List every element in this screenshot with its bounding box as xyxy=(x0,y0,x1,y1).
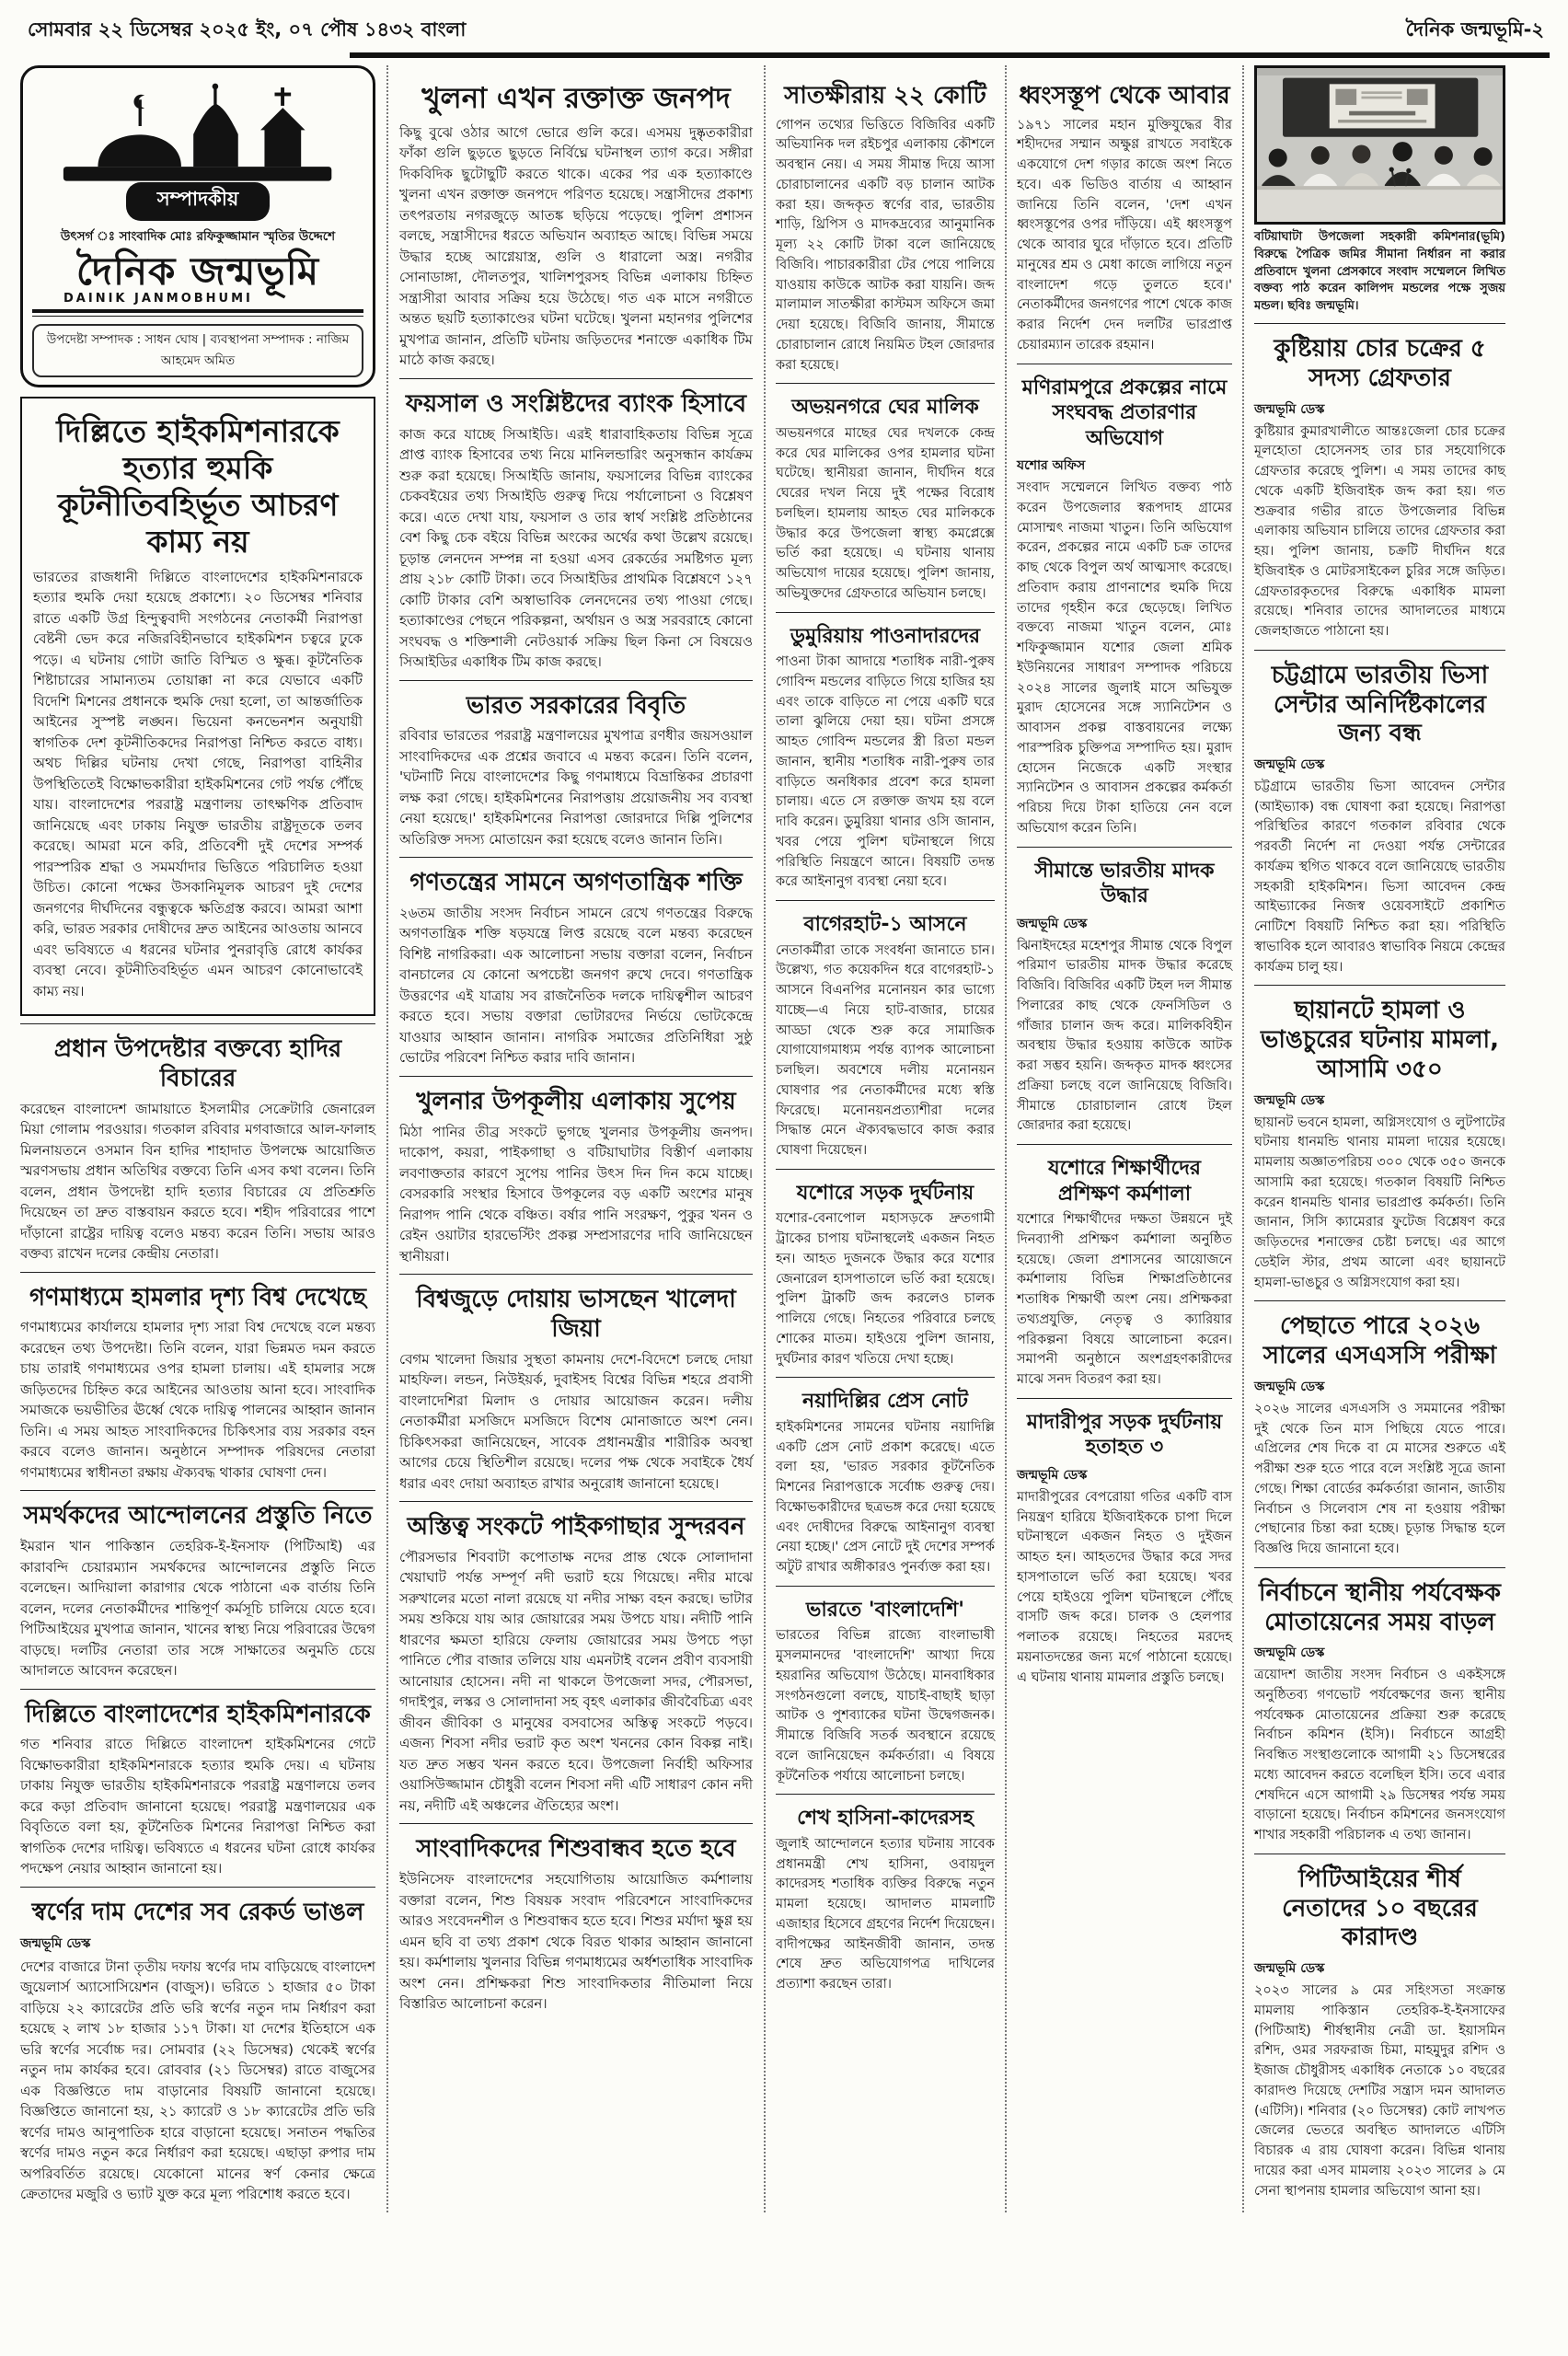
article xyxy=(776,71,995,375)
article-headline: প্রধান উপদেষ্টার বক্তব্যে হাদির বিচারের xyxy=(53,1035,342,1092)
article-byline: জন্মভূমি ডেস্ক xyxy=(1254,756,1325,772)
article xyxy=(776,1586,995,1787)
article xyxy=(1254,985,1505,1293)
article-headline: যশোরে শিক্ষার্থীদের প্রশিক্ষণ কর্মশালা xyxy=(1047,1157,1202,1206)
article xyxy=(776,612,995,894)
article xyxy=(776,900,995,1161)
article-byline: জন্মভূমি ডেস্ক xyxy=(1254,401,1325,417)
article-headline: মণিরামপুরে প্রকল্পের নামে সংঘবদ্ধ প্রতারণার অভিযোগ xyxy=(1021,375,1228,450)
column-middle xyxy=(386,65,764,2212)
article-headline: ফয়সাল ও সংশ্লিষ্টদের ব্যাংক হিসাবে xyxy=(405,389,747,418)
article-body: নেতাকর্মীরা তাকে সংবর্ধনা জানাতে চান। উল্লেখ্য, গত কয়েকদিন ধরে বাগেরহাট-১ আসনে বিএনপির মনোনয়ন কার ভাগ্যে যাচ্ছে—এ নিয়ে হাট-বাজার, চায়ের আড্ডা থেকে শুরু করে সামাজিক যোগাযোগমাধ্যম পর্যন্ত ব্যাপক আলোচনা চলছিল। অবশেষে দলীয় মনোনয়ন ঘোষণার পর নেতাকর্মীদের মধ্যে স্বস্তি ফিরেছে। মনোনয়নপ্রত্যাশীরা দলের সিদ্ধান্ত মেনে ঐক্যবদ্ধভাবে কাজ করার ঘোষণা দিয়েছেন। xyxy=(776,942,995,1159)
article-body: ২০২৩ সালের ৯ মের সহিংসতা সংক্রান্ত মামলায় পাকিস্তান তেহরিক-ই-ইনসাফের (পিটিআই) শীর্ষস্থানীয় নেত্রী ডা. ইয়াসমিন রশিদ, ওমর সরফরাজ চিমা, মাহমুদুর রশিদ ও ইজাজ চৌধুরীসহ একাধিক নেতাকে ১০ বছরের কারাদণ্ড দিয়েছে দেশটির সন্ত্রাস দমন আদালত (এটিসি)। শনিবার (২০ ডিসেম্বর) কোট লাখপত জেলের ভেতরে অবস্থিত আদালতে এটিসি বিচারক এ রায় ঘোষণা করেন। বিভিন্ন থানায় দায়ের করা এসব মামলায় ২০২৩ সালের ৯ মে সেনা স্থাপনায় হামলার অভিযোগ আনা হয়। xyxy=(1254,1983,1505,2199)
article xyxy=(1017,1398,1232,1689)
article-body: পৌরসভার শিববাটা কপোতাক্ষ নদের প্রান্ত থেকে সোলাদানা খেয়াঘাট পর্যন্ত সম্পূর্ণ নদী ভরাট হয়ে গিয়েছে। নদীর মাঝে সরুখালের মতো নালা রয়েছে যা নদীর সাক্ষ্য বহন করছে। ভাটার সময় শুকিয়ে যায় আর জোয়ারের সময় উপচে যায়। নদীটি পানি ধারণের ক্ষমতা হারিয়ে ফেলায় জোয়ারের সময় উপচে পড়া পানিতে পৌর বাজার তলিয়ে যায় এমনটাই বলেন প্রবীণ ব্যবসায়ী আনোয়ার হোসেন। নদী না থাকলে উপজেলা সদর, পৌরসভা, গদাইপুর, লস্কর ও সোলাদানা সহ বৃহৎ এলাকার জীববৈচিত্র্য এবং জীবন জীবিকা ও মানুষের বসবাসের অস্তিত্ব সংকটে পড়বে। এজন্য শিবসা নদীর ভরাট কৃত অংশ খননের কোন বিকল্প নাই। যত দ্রুত সম্ভব খনন করতে হবে। উপজেলা নির্বাহী অফিসার ওয়াসিউজ্জামান চৌধুরী বলেন শিবসা নদী এটি সাধারণ কোন নদী নয়, নদীটি এই অঞ্চলের ঐতিহ্যের অংশ। xyxy=(399,1548,753,1814)
article xyxy=(1254,1854,1505,2201)
article-headline: কুষ্টিয়ায় চোর চক্রের ৫ সদস্য গ্রেফতার xyxy=(1274,335,1486,392)
article-body: গণমাধ্যমের কার্যালয়ে হামলার দৃশ্য সারা বিশ্ব দেখেছে বলে মন্তব্য করেছেন তথ্য উপদেষ্টা। তিনি বলেন, যারা ভিন্নমত দমন করতে চায় তারাই গণমাধ্যমের ওপর হামলা চালায়। এই হামলার সঙ্গে জড়িতদের চিহ্নিত করে আইনের আওতায় আনা হবে। সাংবাদিক সমাজকে ভয়ভীতির ঊর্ধ্বে থেকে দায়িত্ব পালনের আহ্বান জানান তিনি। এ সময় আহত সাংবাদিকদের চিকিৎসার ব্যয় সরকার বহন করবে বলেও জানান। অনুষ্ঠানে সম্পাদক পরিষদের নেতারা গণমাধ্যমের স্বাধীনতা রক্ষায় ঐক্যবদ্ধ থাকার ঘোষণা দেন। xyxy=(20,1319,375,1481)
article-byline: জন্মভূমি ডেস্ক xyxy=(1254,1961,1325,1977)
article xyxy=(399,1076,753,1266)
article xyxy=(1017,71,1232,356)
masthead-divider xyxy=(32,309,363,317)
article-headline: গণতন্ত্রের সামনে অগণতান্ত্রিক শক্তি xyxy=(409,869,743,897)
page-header xyxy=(18,13,1550,52)
article-headline: শেখ হাসিনা-কাদেরসহ xyxy=(797,1807,974,1831)
date-line: সোমবার ২২ ডিসেম্বর ২০২৫ ইং, ০৭ পৌষ ১৪৩২ বাংলা xyxy=(28,18,467,40)
mosque-temple-church-skyline-icon xyxy=(45,77,350,191)
article-body: বেগম খালেদা জিয়ার সুস্থতা কামনায় দেশে-বিদেশে চলছে দোয়া মাহফিল। লন্ডন, নিউইয়র্ক, দুবাইসহ বিশ্বের বিভিন্ন শহরে প্রবাসী বাংলাদেশিরা মিলাদ ও দোয়ার আয়োজন করেন। দলীয় নেতাকর্মীরা মসজিদে মসজিদে বিশেষ মোনাজাতে অংশ নেন। চিকিৎসকরা জানিয়েছেন, সাবেক প্রধানমন্ত্রীর শারীরিক অবস্থা আগের চেয়ে স্থিতিশীল রয়েছে। দলের পক্ষ থেকে সবাইকে ধৈর্য ধরার এবং দোয়া অব্যাহত রাখার অনুরোধ জানানো হয়েছে। xyxy=(399,1350,753,1492)
article-headline: চট্টগ্রামে ভারতীয় ভিসা সেন্টার অনির্দিষ্টকালের জন্য বন্ধ xyxy=(1271,661,1489,748)
article-headline: ডুমুরিয়ায় পাওনাদারদের xyxy=(790,624,981,648)
article-body: ২০২৬ সালের এসএসসি ও সমমানের পরীক্ষা দুই থেকে তিন মাস পিছিয়ে যেতে পারে। এপ্রিলের শেষ দিকে বা মে মাসের শুরুতে এই পরীক্ষা শুরু হতে পারে বলে সংশ্লিষ্ট সূত্রে জানা গেছে। শিক্ষা বোর্ডের কর্মকর্তারা জানান, জাতীয় নির্বাচন ও সিলেবাস শেষ না হওয়ায় পরীক্ষা পেছানোর চিন্তা করা হচ্ছে। চূড়ান্ত সিদ্ধান্ত হলে বিজ্ঞপ্তি দিয়ে জানানো হবে। xyxy=(1254,1401,1505,1557)
article-body: যশোর-বেনাপোল মহাসড়কে দ্রুতগামী ট্রাকের চাপায় ঘটনাস্থলেই একজন নিহত হন। আহত দুজনকে উদ্ধার করে যশোর জেনারেল হাসপাতালে ভর্তি করা হয়েছে। পুলিশ ট্রাকটি জব্দ করলেও চালক পালিয়ে গেছে। নিহতের পরিবারে চলছে শোকের মাতম। হাইওয়ে পুলিশ জানায়, দুর্ঘটনার কারণ খতিয়ে দেখা হচ্ছে। xyxy=(776,1211,995,1367)
article-body: ঝিনাইদহের মহেশপুর সীমান্ত থেকে বিপুল পরিমাণ ভারতীয় মাদক উদ্ধার করেছে বিজিবি। বিজিবির একটি টহল দল সীমান্ত পিলারের কাছ থেকে ফেনসিডিল ও গাঁজার চালান জব্দ করে। মালিকবিহীন অবস্থায় উদ্ধার হওয়ায় কাউকে আটক করা সম্ভব হয়নি। জব্দকৃত মাদক ধ্বংসের প্রক্রিয়া চলছে বলে জানিয়েছে বিজিবি। সীমান্তে চোরাচালান রোধে টহল জোরদার করা হয়েছে। xyxy=(1017,938,1232,1134)
editors-line: উপদেষ্টা সম্পাদক : সাধন ঘোষ | ব্যবস্থাপনা সম্পাদক : নাজিম আহমেদ অমিত xyxy=(32,324,363,377)
article xyxy=(399,1274,753,1494)
article-headline: গণমাধ্যমে হামলার দৃশ্য বিশ্ব দেখেছে xyxy=(29,1283,367,1311)
article-body: মিঠা পানির তীব্র সংকটে ভুগছে খুলনার উপকূলীয় জনপদ। দাকোপ, কয়রা, পাইকগাছা ও বটিয়াঘাটার বিস্তীর্ণ এলাকায় লবণাক্ততার কারণে সুপেয় পানির উৎস দিন দিন কমে যাচ্ছে। বেসরকারি সংস্থার হিসাবে উপকূলের বড় একটি অংশের মানুষ নিরাপদ পানি থেকে বঞ্চিত। বর্ষার পানি সংরক্ষণ, পুকুর খনন ও রেইন ওয়াটার হারভেস্টিং প্রকল্প সম্প্রসারণের দাবি জানিয়েছেন স্থানীয়রা। xyxy=(399,1123,753,1265)
article-headline: সীমান্তে ভারতীয় মাদক উদ্ধার xyxy=(1034,859,1215,908)
article-headline: সাতক্ষীরায় ২২ কোটি xyxy=(784,82,986,110)
article xyxy=(776,1794,995,1995)
article xyxy=(1254,323,1505,642)
article-body: রবিবার ভারতের পররাষ্ট্র মন্ত্রণালয়ের মুখপাত্র রণধীর জয়সওয়াল সাংবাদিকদের এক প্রশ্নের জবাবে এ মন্তব্য করেন। তিনি বলেন, 'ঘটনাটি নিয়ে বাংলাদেশের কিছু গণমাধ্যমে বিভ্রান্তিকর প্রচারণা লক্ষ করা গেছে। হাইকমিশনের নিরাপত্তায় প্রয়োজনীয় সব ব্যবস্থা নেয়া হয়েছে।' হাইকমিশনের নিরাপত্তা জোরদারে দিল্লি পুলিশের অতিরিক্ত সদস্য মোতায়েন করা হয়েছে বলেও জানান তিনি। xyxy=(399,727,753,848)
article xyxy=(20,1490,375,1680)
article-byline: যশোর অফিস xyxy=(1017,458,1086,474)
dedication-line: উৎসর্গ ঃ সাংবাদিক মোঃ রফিকুজ্জামান স্মৃতির উদ্দেশে xyxy=(60,228,336,244)
article-headline: ছায়ানটে হামলা ও ভাঙচুরের ঘটনায় মামলা, আসামি ৩৫০ xyxy=(1261,997,1499,1083)
column-left xyxy=(18,65,386,2212)
header-rule xyxy=(350,52,1550,58)
article-byline: জন্মভূমি ডেস্ক xyxy=(1254,1092,1325,1108)
article xyxy=(1017,1144,1232,1391)
article xyxy=(399,1501,753,1816)
article xyxy=(1017,847,1232,1138)
article-body: কাজ করে যাচ্ছে সিআইডি। এরই ধারাবাহিকতায় বিভিন্ন সূত্রে প্রাপ্ত ব্যাংক হিসাবের তথ্য নিয়ে মানিলন্ডারিং অনুসন্ধান কার্যক্রম শুরু করা হয়েছে। সিআইডি জানায়, ফয়সালের বিভিন্ন ব্যাংকের চেকবইয়ের তথ্য সিআইডি গুরুত্ব দিয়ে পর্যালোচনা ও বিশ্লেষণ করে। এতে দেখা যায়, ফয়সাল ও তার স্বার্থ সংশ্লিষ্ট প্রতিষ্ঠানের বেশ কিছু চেক বইয়ে বিভিন্ন অংকের অর্থের কথা উল্লেখ রয়েছে। চূড়ান্ত লেনদেন সম্পন্ন না হওয়া এসব রেকর্ডের সমষ্টিগত মূল্য প্রায় ২১৮ কোটি টাকা। তবে সিআইডির প্রাথমিক বিশ্লেষণে ১২৭ কোটি টাকার বেশি অস্বাভাবিক লেনদেনের তথ্য পাওয়া গেছে। হত্যাকাণ্ডের পেছনে পরিকল্পনা, অর্থায়ন ও অস্ত্র সরবরাহে কোনো সংঘবদ্ধ ও শক্তিশালী নেটওয়ার্ক সক্রিয় ছিল কিনা সে বিষয়েও সিআইডির একাধিক টিম কাজ করছে। xyxy=(399,425,753,671)
editorial-body: ভারতের রাজধানী দিল্লিতে বাংলাদেশের হাইকমিশনারকে হত্যার হুমকি দেয়া হয়েছে প্রকাশ্যে। ২০ ডিসেম্বর শনিবার রাতে একটি উগ্র হিন্দুত্ববাদী সংগঠনের নেতাকর্মী নিরাপত্তা বেষ্টনী ভেদ করে নজিরবিহীনভাবে হাইকমিশন চত্বরে ঢুকে পড়ে। এ ঘটনায় গোটা জাতি বিস্মিত ও ক্ষুব্ধ। কূটনৈতিক শিষ্টাচারের সামান্যতম তোয়াক্কা না করে যেভাবে একটি বিদেশি মিশনের প্রধানকে হুমকি দেয়া হলো, তা আন্তর্জাতিক আইনের সুস্পষ্ট লঙ্ঘন। ভিয়েনা কনভেনশন অনুযায়ী স্বাগতিক দেশ কূটনীতিকদের নিরাপত্তা নিশ্চিত করতে বাধ্য। অথচ দিল্লির ঘটনায় দেখা গেছে, নিরাপত্তা বাহিনীর উপস্থিতিতেই বিক্ষোভকারীরা হাইকমিশনের গেট পর্যন্ত পৌঁছে যায়। বাংলাদেশের পররাষ্ট্র মন্ত্রণালয় তাৎক্ষণিক প্রতিবাদ জানিয়েছে এবং ঢাকায় নিযুক্ত ভারতীয় রাষ্ট্রদূতকে তলব করেছে। আমরা মনে করি, প্রতিবেশী দুই দেশের সম্পর্ক পারস্পরিক শ্রদ্ধা ও সমমর্যাদার ভিত্তিতে পরিচালিত হওয়া উচিত। কোনো পক্ষের উসকানিমূলক আচরণ দুই দেশের জনগণের দীর্ঘদিনের বন্ধুত্বকে ক্ষতিগ্রস্ত করবে। আমরা আশা করি, ভারত সরকার দোষীদের দ্রুত আইনের আওতায় আনবে এবং ভবিষ্যতে এ ধরনের ঘটনার পুনরাবৃত্তি রোধে কার্যকর ব্যবস্থা নেবে। কূটনীতিবহির্ভূত এমন আচরণ কোনোভাবেই কাম্য নয়। xyxy=(33,568,363,999)
article xyxy=(20,1272,375,1484)
newspaper-logo-english: DAINIK JANMOBHUMI xyxy=(63,291,253,306)
press-conference-photo xyxy=(1254,65,1505,225)
article-headline: অস্তিত্ব সংকটে পাইকগাছার সুন্দরবন xyxy=(407,1513,745,1542)
article-headline: স্বর্ণের দাম দেশের সব রেকর্ড ভাঙল xyxy=(31,1898,364,1926)
article-body: যশোরে শিক্ষার্থীদের দক্ষতা উন্নয়নে দুই দিনব্যাপী প্রশিক্ষণ কর্মশালা অনুষ্ঠিত হয়েছে। জেলা প্রশাসনের আয়োজনে কর্মশালায় বিভিন্ন শিক্ষাপ্রতিষ্ঠানের শতাধিক শিক্ষার্থী অংশ নেয়। প্রশিক্ষকরা তথ্যপ্রযুক্তি, নেতৃত্ব ও ক্যারিয়ার পরিকল্পনা বিষয়ে আলোচনা করেন। সমাপনী অনুষ্ঠানে অংশগ্রহণকারীদের মাঝে সনদ বিতরণ করা হয়। xyxy=(1017,1212,1232,1388)
newspaper-logo: দৈনিক জন্মভূমি xyxy=(75,248,320,294)
article-body: ভারতের বিভিন্ন রাজ্যে বাংলাভাষী মুসলমানদের 'বাংলাদেশি' আখ্যা দিয়ে হয়রানির অভিযোগ উঠেছে। মানবাধিকার সংগঠনগুলো বলছে, যাচাই-বাছাই ছাড়া আটক ও পুশব্যাকের ঘটনা উদ্বেগজনক। সীমান্তে বিজিবি সতর্ক অবস্থানে রয়েছে বলে জানিয়েছেন কর্মকর্তারা। এ বিষয়ে কূটনৈতিক পর্যায়ে আলোচনা চলছে। xyxy=(776,1628,995,1784)
column-5 xyxy=(1005,65,1242,2212)
article xyxy=(776,1377,995,1578)
article-body: ২৬তম জাতীয় সংসদ নির্বাচন সামনে রেখে গণতন্ত্রের বিরুদ্ধে অগণতান্ত্রিক শক্তি ষড়যন্ত্রে লিপ্ত রয়েছে বলে মন্তব্য করেছেন বিশিষ্ট নাগরিকরা। এক আলোচনা সভায় বক্তারা বলেন, নির্বাচন বানচালের যে কোনো অপচেষ্টা জনগণ রুখে দেবে। গণতান্ত্রিক উত্তরণের এই যাত্রায় সব রাজনৈতিক দলকে দায়িত্বশীল আচরণ করতে হবে। সভায় বক্তারা ভোটারদের নির্ভয়ে ভোটকেন্দ্রে যাওয়ার আহ্বান জানান। নাগরিক সমাজের প্রতিনিধিরা সুষ্ঠু ভোটের পরিবেশ নিশ্চিত করার দাবি জানান। xyxy=(399,904,753,1067)
article-headline: অভয়নগরে ঘের মালিক xyxy=(791,396,979,420)
article-body: ইউনিসেফ বাংলাদেশের সহযোগিতায় আয়োজিত কর্মশালায় বক্তারা বলেন, শিশু বিষয়ক সংবাদ পরিবেশনে সাংবাদিকদের আরও সংবেদনশীল ও শিশুবান্ধব হতে হবে। শিশুর মর্যাদা ক্ষুণ্ণ হয় এমন ছবি বা তথ্য প্রকাশ থেকে বিরত থাকার আহ্বান জানানো হয়। কর্মশালায় খুলনার বিভিন্ন গণমাধ্যমের অর্ধশতাধিক সাংবাদিক অংশ নেন। প্রশিক্ষকরা শিশু সাংবাদিকতার নীতিমালা নিয়ে বিস্তারিত আলোচনা করেন। xyxy=(399,1871,753,2013)
lead-article xyxy=(399,71,753,371)
article xyxy=(1254,650,1505,978)
article-byline: জন্মভূমি ডেস্ক xyxy=(20,1935,91,1951)
column-right xyxy=(1242,65,1507,2212)
page-columns xyxy=(18,65,1550,2212)
lead-body: কিছু বুঝে ওঠার আগে ভোরে গুলি করে। এসময় দুষ্কৃতকারীরা ফাঁকা গুলি ছুড়তে ছুড়তে নির্বিঘ্নে ঘটনাস্থল ত্যাগ করে। সঙ্গীরা দিকবিদিক ছুটোছুটি করতে থাকে। একের পর এক হত্যাকাণ্ডে খুলনা এখন রক্তাক্ত জনপদে পরিণত হয়েছে। সন্ত্রাসীদের প্রকাশ্য তৎপরতায় নগরজুড়ে আতঙ্ক ছড়িয়ে পড়েছে। পুলিশ প্রশাসন বলছে, সন্ত্রাসীদের ধরতে অভিযান অব্যাহত আছে। বিভিন্ন সময়ে উদ্ধার হচ্ছে আগ্নেয়াস্ত্র, গুলি ও ধারালো অস্ত্র। নগরীর সোনাডাঙ্গা, দৌলতপুর, খালিশপুরসহ বিভিন্ন এলাকায় চিহ্নিত সন্ত্রাসীরা আবার সক্রিয় হয়ে উঠেছে। গত এক মাসে নগরীতে অন্তত ছয়টি হত্যাকাণ্ডের ঘটনা ঘটেছে। খুলনা মহানগর পুলিশের মুখপাত্র জানান, প্রতিটি ঘটনায় জড়িতদের শনাক্তে একাধিক টিম মাঠে কাজ করছে। xyxy=(399,123,753,369)
article-body: করেছেন বাংলাদেশ জামায়াতে ইসলামীর সেক্রেটারি জেনারেল মিয়া গোলাম পরওয়ার। গতকাল রবিবার মগবাজারে আল-ফালাহ মিলনায়তনে ওসমান বিন হাদির শাহাদাত উপলক্ষে আয়োজিত স্মরণসভায় প্রধান অতিথির বক্তব্যে তিনি এসব কথা বলেন। তিনি বলেন, প্রধান উপদেষ্টা হাদি হত্যার বিচারের যে প্রতিশ্রুতি দিয়েছেন তা দ্রুত বাস্তবায়ন করতে হবে। শহীদ পরিবারের পাশে দাঁড়ানো রাষ্ট্রের দায়িত্ব বলেও মন্তব্য করেন তিনি। সভায় আরও বক্তব্য রাখেন দলের কেন্দ্রীয় নেতারা। xyxy=(20,1100,375,1263)
article-body: জুলাই আন্দোলনে হত্যার ঘটনায় সাবেক প্রধানমন্ত্রী শেখ হাসিনা, ওবায়দুল কাদেরসহ শতাধিক ব্যক্তির বিরুদ্ধে নতুন মামলা হয়েছে। আদালত মামলাটি এজাহার হিসেবে গ্রহণের নির্দেশ দিয়েছেন। বাদীপক্ষের আইনজীবী জানান, তদন্ত শেষে দ্রুত অভিযোগপত্র দাখিলের প্রত্যাশা করছেন তারা। xyxy=(776,1836,995,1992)
article-headline: নির্বাচনে স্থানীয় পর্যবেক্ষক মোতায়েনের সময় বাড়ল xyxy=(1259,1578,1501,1636)
article-headline: সাংবাদিকদের শিশুবান্ধব হতে হবে xyxy=(416,1835,736,1864)
article-headline: ভারতে 'বাংলাদেশি' xyxy=(806,1598,964,1622)
article-body: ছায়ানট ভবনে হামলা, অগ্নিসংযোগ ও লুটপাটের ঘটনায় ধানমন্ডি থানায় মামলা দায়ের হয়েছে। মামলায় অজ্ঞাতপরিচয় ৩০০ থেকে ৩৫০ জনকে আসামি করা হয়েছে। গতকাল বিষয়টি নিশ্চিত করেন ধানমন্ডি থানার ভারপ্রাপ্ত কর্মকর্তা। তিনি জানান, সিসি ক্যামেরার ফুটেজ বিশ্লেষণ করে জড়িতদের শনাক্তের চেষ্টা চলছে। এর আগে ডেইলি স্টার, প্রথম আলো এবং ছায়ানটে হামলা-ভাঙচুর ও অগ্নিসংযোগ করা হয়। xyxy=(1254,1114,1505,1290)
article xyxy=(776,1169,995,1370)
article-body: গোপন তথ্যের ভিত্তিতে বিজিবির একটি অভিযানিক দল রইচপুর এলাকায় কৌশলে অবস্থান নেয়। এ সময় সীমান্ত দিয়ে আসা চোরাচালানের একটি বড় চালান আটক করা হয়। জব্দকৃত স্বর্ণের বার, ভারতীয় শাড়ি, থ্রিপিস ও মাদকদ্রব্যের আনুমানিক মূল্য ২২ কোটি টাকা বলে জানিয়েছে বিজিবি। পাচারকারীরা টের পেয়ে পালিয়ে যাওয়ায় কাউকে আটক করা যায়নি। জব্দ মালামাল সাতক্ষীরা কাস্টমস অফিসে জমা দেয়া হয়েছে। বিজিবি জানায়, সীমান্তে চোরাচালান রোধে নিয়মিত টহল জোরদার করা হয়েছে। xyxy=(776,117,995,373)
article-body: হাইকমিশনের সামনের ঘটনায় নয়াদিল্লি একটি প্রেস নোট প্রকাশ করেছে। এতে বলা হয়, 'ভারত সরকার কূটনৈতিক মিশনের নিরাপত্তাকে সর্বোচ্চ গুরুত্ব দেয়। বিক্ষোভকারীদের ছত্রভঙ্গ করে দেয়া হয়েছে এবং দোষীদের বিরুদ্ধে আইনানুগ ব্যবস্থা নেয়া হচ্ছে।' প্রেস নোটে দুই দেশের সম্পর্ক অটুট রাখার অঙ্গীকারও পুনর্ব্যক্ত করা হয়। xyxy=(776,1419,995,1576)
article xyxy=(20,1689,375,1879)
article xyxy=(399,680,753,850)
article-headline: সমর্থকদের আন্দোলনের প্রস্তুতি নিতে xyxy=(23,1502,373,1530)
article-headline: যশোরে সড়ক দুর্ঘটনায় xyxy=(796,1181,974,1205)
photo-caption: বটিয়াঘাটা উপজেলা সহকারী কমিশনার(ভূমি) বিরুদ্ধে পৈত্রিক জমির সীমানা নির্ধারন না করার প্রতিবাদে খুলনা প্রেসকাবে সংবাদ সম্মেলনে লিখিত বক্তব্য পাঠ করেন কালিপদ মন্ডলের পক্ষে সুজয় মন্ডল। ছবিঃ জন্মভূমি। xyxy=(1254,229,1505,314)
article-body: অভয়নগরে মাছের ঘের দখলকে কেন্দ্র করে ঘের মালিকের ওপর হামলার ঘটনা ঘটেছে। স্থানীয়রা জানান, দীর্ঘদিন ধরে ঘেরের দখল নিয়ে দুই পক্ষের বিরোধ চলছিল। হামলায় আহত ঘের মালিককে উদ্ধার করে উপজেলা স্বাস্থ্য কমপ্লেক্সে ভর্তি করা হয়েছে। এ ঘটনায় থানায় অভিযোগ দায়ের হয়েছে। পুলিশ জানায়, অভিযুক্তদের গ্রেফতারে অভিযান চলছে। xyxy=(776,425,995,601)
page-label: দৈনিক জন্মভূমি-২ xyxy=(1405,18,1544,40)
article-headline: ধ্বংসস্তূপ থেকে আবার xyxy=(1019,82,1230,110)
article-headline: বিশ্বজুড়ে দোয়ায় ভাসছেন খালেদা জিয়া xyxy=(416,1286,736,1343)
column-4 xyxy=(764,65,1005,2212)
masthead xyxy=(20,65,375,387)
article xyxy=(1254,1300,1505,1559)
article-body: কুষ্টিয়ার কুমারখালীতে আন্তঃজেলা চোর চক্রের মূলহোতা হোসেনসহ তার চার সহযোগিকে গ্রেফতার করেছে পুলিশ। এ সময় তাদের কাছ থেকে একটি ইজিবাইক জব্দ করা হয়। গত শুক্রবার গভীর রাতে উপজেলার বিভিন্ন এলাকায় অভিযান চালিয়ে তাদের গ্রেফতার করা হয়। পুলিশ জানায়, চক্রটি দীর্ঘদিন ধরে ইজিবাইক ও মোটরসাইকেল চুরির সঙ্গে জড়িত। গ্রেফতারকৃতদের বিরুদ্ধে একাধিক মামলা রয়েছে। শনিবার তাদের আদালতের মাধ্যমে জেলহাজতে পাঠানো হয়। xyxy=(1254,423,1505,640)
article-body: ১৯৭১ সালের মহান মুক্তিযুদ্ধের বীর শহীদদের সম্মান অক্ষুণ্ণ রাখতে সবাইকে একযোগে দেশ গড়ার কাজে অংশ নিতে হবে। এক ভিডিও বার্তায় এ আহ্বান জানিয়ে তিনি বলেন, 'দেশ এখন ধ্বংসস্তূপের ওপর দাঁড়িয়ে। এই ধ্বংসস্তূপ থেকে আবার ঘুরে দাঁড়াতে হবে। প্রতিটি মানুষের শ্রম ও মেধা কাজে লাগিয়ে নতুন বাংলাদেশ গড়ে তুলতে হবে।' নেতাকর্মীদের জনগণের পাশে থেকে কাজ করার নির্দেশ দেন দলটির ভারপ্রাপ্ত চেয়ারম্যান তারেক রহমান। xyxy=(1017,117,1232,352)
article-headline: নয়াদিল্লির প্রেস নোট xyxy=(802,1390,968,1414)
article-byline: জন্মভূমি ডেস্ক xyxy=(1254,1646,1325,1661)
article-body: ইমরান খান পাকিস্তান তেহরিক-ই-ইনসাফ (পিটিআই) এর কারাবন্দি চেয়ারম্যান সমর্থকদের আন্দোলনের প্রস্তুতি নিতে বলেছেন। আদিয়ালা কারাগার থেকে পাঠানো এক বার্তায় তিনি বলেন, দলের নেতাকর্মীদের শান্তিপূর্ণ কর্মসূচি চালিয়ে যেতে হবে। পিটিআইয়ের মুখপাত্র জানান, খানের স্বাস্থ্য নিয়ে পরিবারের উদ্বেগ বাড়ছে। দলটির নেতারা তার সঙ্গে সাক্ষাতের অনুমতি চেয়ে আদালতে আবেদন করেছেন। xyxy=(20,1538,375,1680)
article xyxy=(1017,364,1232,839)
article-headline: খুলনার উপকূলীয় এলাকায় সুপেয় xyxy=(416,1087,736,1115)
editorial-headline: দিল্লিতে হাইকমিশনারকে হত্যার হুমকি কূটনীতিবহির্ভূত আচরণ কাম্য নয় xyxy=(56,412,340,560)
article-body: সংবাদ সম্মেলনে লিখিত বক্তব্য পাঠ করেন উপজেলার স্বরূপদাহ গ্রামের মোসাম্মৎ নাজমা খাতুন। তিনি অভিযোগ করেন, প্রকল্পের নামে একটি চক্র তাদের কাছ থেকে বিপুল অর্থ আত্মসাৎ করেছে। প্রতিবাদ করায় প্রাণনাশের হুমকি দিয়ে তাদের গৃহহীন করে ছেড়েছে। লিখিত বক্তব্যে নাজমা খাতুন বলেন, মোঃ শফিকুজ্জামান যশোর জেলা শ্রমিক ইউনিয়নের সাধারণ সম্পাদক পরিচয়ে ২০২৪ সালের জুলাই মাসে অভিযুক্ত মুরাদ হোসেনের সঙ্গে স্যানিটেশন ও আবাসন প্রকল্প বাস্তবায়নের লক্ষ্যে পারস্পরিক চুক্তিপত্র সম্পাদিত হয়। মুরাদ হোসেন নিজেকে একটি সংস্থার স্যানিটেশন ও আবাসন প্রকল্পের কর্মকর্তা পরিচয় দিয়ে টাকা হাতিয়ে নেন বলে অভিযোগ করেন তিনি। xyxy=(1017,480,1232,836)
article-byline: জন্মভূমি ডেস্ক xyxy=(1017,916,1088,931)
article-body: মাদারীপুরের বেপরোয়া গতির একটি বাস নিয়ন্ত্রণ হারিয়ে ইজিবাইককে চাপা দিলে ঘটনাস্থলে একজন নিহত ও দুইজন আহত হন। আহতদের উদ্ধার করে সদর হাসপাতালে ভর্তি করা হয়েছে। খবর পেয়ে হাইওয়ে পুলিশ ঘটনাস্থলে পৌঁছে বাসটি জব্দ করে। চালক ও হেলপার পলাতক রয়েছে। নিহতের মরদেহ ময়নাতদন্তের জন্য মর্গে পাঠানো হয়েছে। এ ঘটনায় থানায় মামলার প্রস্তুতি চলছে। xyxy=(1017,1489,1232,1685)
article-headline: পেছাতে পারে ২০২৬ সালের এসএসসি পরীক্ষা xyxy=(1262,1312,1497,1370)
article-body: চট্টগ্রামে ভারতীয় ভিসা আবেদন সেন্টার (আইভ্যাক) বন্ধ ঘোষণা করা হয়েছে। নিরাপত্তা পরিস্থিতির কারণে গতকাল রবিবার থেকে পরবর্তী নির্দেশ না দেওয়া পর্যন্ত সেন্টারের কার্যক্রম স্থগিত থাকবে বলে জানিয়েছে ভারতীয় সহকারী হাইকমিশন। ভিসা আবেদন কেন্দ্র আইভ্যাকের নিজস্ব ওয়েবসাইটে প্রকাশিত নোটিশে বিষয়টি নিশ্চিত করা হয়। পরিস্থিতি স্বাভাবিক হলে আবারও স্বাভাবিক নিয়মে কেন্দ্রের কার্যক্রম চালু হয়। xyxy=(1254,779,1505,975)
lead-headline: খুলনা এখন রক্তাক্ত জনপদ xyxy=(421,82,731,115)
article xyxy=(399,378,753,673)
article-byline: জন্মভূমি ডেস্ক xyxy=(1254,1379,1325,1394)
article-body: পাওনা টাকা আদায়ে শতাধিক নারী-পুরুষ গোবিন্দ মন্ডলের বাড়িতে গিয়ে হাজির হয় এবং তাকে বাড়িতে না পেয়ে একটি ঘরে তালা ঝুলিয়ে দেয়া হয়। ঘটনা প্রসঙ্গে আহত গোবিন্দ মন্ডলের স্ত্রী রিতা মন্ডল জানান, স্থানীয় শতাধিক নারী-পুরুষ তার বাড়িতে অনধিকার প্রবেশ করে হামলা চালায়। এতে সে রক্তাক্ত জখম হয় বলে দাবি করেন। ডুমুরিয়া থানার ওসি জানান, খবর পেয়ে পুলিশ ঘটনাস্থলে গিয়ে পরিস্থিতি নিয়ন্ত্রণে আনে। বিষয়টি তদন্ত করে আইনানুগ ব্যবস্থা নেয়া হবে। xyxy=(776,654,995,890)
article-headline: ভারত সরকারের বিবৃতি xyxy=(466,691,686,720)
article-body: গত শনিবার রাতে দিল্লিতে বাংলাদেশ হাইকমিশনের গেটে বিক্ষোভকারীরা হাইকমিশনারকে হত্যার হুমকি দেয়। এ ঘটনায় ঢাকায় নিযুক্ত ভারতীয় হাইকমিশনারকে পররাষ্ট্র মন্ত্রণালয়ে তলব করে কড়া প্রতিবাদ জানানো হয়েছে। পররাষ্ট্র মন্ত্রণালয়ের এক বিবৃতিতে বলা হয়, কূটনৈতিক মিশনের নিরাপত্তা নিশ্চিত করা স্বাগতিক দেশের দায়িত্ব। ভবিষ্যতে এ ধরনের ঘটনা রোধে কার্যকর পদক্ষেপ নেয়ার আহ্বান জানানো হয়। xyxy=(20,1736,375,1877)
article xyxy=(399,857,753,1068)
article xyxy=(20,1023,375,1264)
article-byline: জন্মভূমি ডেস্ক xyxy=(1017,1467,1088,1483)
article-headline: মাদারীপুর সড়ক দুর্ঘটনায় হতাহত ৩ xyxy=(1026,1410,1223,1460)
article xyxy=(1254,1567,1505,1846)
article-body: দেশের বাজারে টানা তৃতীয় দফায় স্বর্ণের দাম বাড়িয়েছে বাংলাদেশ জুয়েলার্স অ্যাসোসিয়েশন (বাজুস)। ভরিতে ১ হাজার ৫০ টাকা বাড়িয়ে ২২ ক্যারেটের প্রতি ভরি স্বর্ণের নতুন দাম নির্ধারণ করা হয়েছে ২ লাখ ১৮ হাজার ১১৭ টাকা। যা দেশের ইতিহাসে এক ভরি স্বর্ণের সর্বোচ্চ দর। সোমবার (২২ ডিসেম্বর) থেকেই স্বর্ণের নতুন দাম কার্যকর হবে। রোববার (২১ ডিসেম্বর) রাতে বাজুসের এক বিজ্ঞপ্তিতে দাম বাড়ানোর বিষয়টি জানানো হয়েছে। বিজ্ঞপ্তিতে জানানো হয়, ২১ ক্যারেট ও ১৮ ক্যারেটের প্রতি ভরি স্বর্ণের দামও আনুপাতিক হারে বাড়ানো হয়েছে। সনাতন পদ্ধতির স্বর্ণের দামও নতুন করে নির্ধারণ করা হয়েছে। এছাড়া রুপার দাম অপরিবর্তিত রয়েছে। যেকোনো মানের স্বর্ণ কেনার ক্ষেত্রে ক্রেতাদের মজুরি ও ভ্যাট যুক্ত করে মূল্য পরিশোধ করতে হবে। xyxy=(20,1958,375,2203)
article-headline: বাগেরহাট-১ আসনে xyxy=(803,913,967,937)
article xyxy=(776,383,995,604)
article-headline: পিটিআইয়ের শীর্ষ নেতাদের ১০ বছরের কারাদণ্ড xyxy=(1282,1865,1478,1952)
editorial-article xyxy=(20,397,375,1017)
article xyxy=(20,1887,375,2205)
article-body: ত্রয়োদশ জাতীয় সংসদ নির্বাচন ও একইসঙ্গে অনুষ্ঠিতব্য গণভোট পর্যবেক্ষণের জন্য স্থানীয় পর্যবেক্ষক মোতায়েনের প্রক্রিয়া শুরু করেছে নির্বাচন কমিশন (ইসি)। নির্বাচনে আগ্রহী নিবন্ধিত সংস্থাগুলোকে আগামী ২১ ডিসেম্বরের মধ্যে আবেদন করতে বলেছিল ইসি। তবে এবার শেষদিনে এসে আগামী ২৯ ডিসেম্বর পর্যন্ত সময় বাড়ানো হয়েছে। নির্বাচন কমিশনের জনসংযোগ শাখার সহকারী পরিচালক এ তথ্য জানান। xyxy=(1254,1668,1505,1843)
section-label: সম্পাদকীয় xyxy=(126,182,270,221)
article-headline: দিল্লিতে বাংলাদেশের হাইকমিশনারকে xyxy=(25,1700,371,1728)
article xyxy=(399,1823,753,2014)
